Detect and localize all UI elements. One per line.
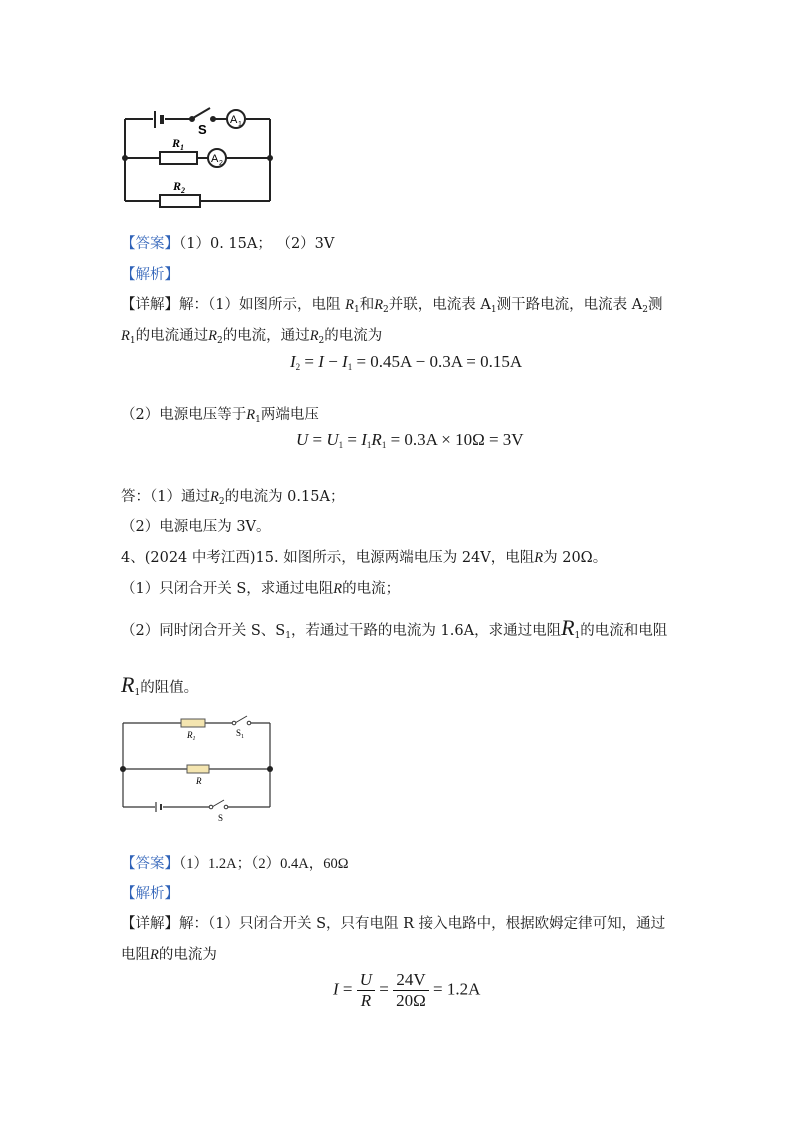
answer-tag: 【答案】 bbox=[121, 856, 179, 872]
svg-text:A: A bbox=[230, 114, 238, 126]
battery-symbol bbox=[156, 802, 161, 812]
switch-s1-symbol bbox=[232, 716, 251, 725]
detail-tag: 【详解】 bbox=[121, 297, 179, 313]
svg-text:A: A bbox=[211, 153, 219, 165]
analysis-tag: 【解析】 bbox=[121, 886, 179, 902]
svg-text:1: 1 bbox=[238, 121, 242, 128]
s-label: S bbox=[218, 813, 224, 823]
conclusion-line-2: （2）电源电压为 3V。 bbox=[121, 519, 271, 535]
detail-line-2: 电阻R的电流为 bbox=[121, 947, 217, 963]
resistor-r1-symbol bbox=[160, 152, 197, 164]
problem-4-q2-line2: $R_1$的阻值。 bbox=[121, 672, 199, 698]
answer-text: （1）0. 15A； （2）3V bbox=[179, 236, 335, 252]
resistor-r-symbol bbox=[187, 765, 209, 773]
r1-label: $R_1$ bbox=[187, 730, 196, 742]
problem-4-q2: （2）同时闭合开关 S、$S_1$，若通过干路的电流为 1.6A，求通过电阻$R_1$的电流和电阻 bbox=[121, 615, 668, 641]
r-label: R bbox=[196, 776, 202, 786]
detail-tag: 【详解】 bbox=[121, 916, 179, 932]
equation-3: I = $\frac{U}{R}$ = $\frac{24V}{20\Omega}$ = 1.2A bbox=[333, 970, 481, 1010]
answer-line-2 bbox=[121, 852, 348, 873]
detail-line-2: $R_1$的电流通过$R_2$的电流，通过$R_2$的电流为 bbox=[121, 328, 383, 346]
part2-line: （2）电源电压等于$R_1$两端电压 bbox=[121, 407, 319, 425]
conclusion-line-1: 答：（1）通过$R_2$的电流为 0.15A； bbox=[121, 489, 345, 507]
ammeter-a2-symbol bbox=[208, 149, 226, 167]
switch-s-symbol bbox=[209, 800, 228, 809]
resistor-r2-symbol bbox=[160, 195, 200, 207]
r1-label: $R_1$ bbox=[172, 136, 185, 152]
problem-4-heading: 4、(2024 中考江西)15. 如图所示，电源两端电压为 24V，电阻R为 20Ω。 bbox=[121, 550, 608, 566]
battery-symbol bbox=[155, 111, 162, 128]
svg-text:2: 2 bbox=[219, 160, 223, 167]
detail-line: 【详解】解：（1）只闭合开关 S，只有电阻 R 接入电路中，根据欧姆定律可知，通过 bbox=[121, 916, 666, 932]
analysis-tag: 【解析】 bbox=[121, 267, 179, 283]
equation-2: $U = U_1 = I_1R_1 = 0.3A \times 10\Omega = 3V$ bbox=[296, 430, 524, 450]
answer-line-1 bbox=[121, 232, 334, 253]
resistor-r1-symbol bbox=[181, 719, 205, 727]
detail-line-1: 【详解】解：（1）如图所示，电阻 $R_1$和$R_2$并联，电流表 $A_1$测干路电流，电流表 $A_2$测 bbox=[121, 297, 663, 315]
problem-4-q1: （1）只闭合开关 S，求通过电阻R的电流； bbox=[121, 581, 401, 597]
answer-text: （1）1.2A；（2）0.4A，60Ω bbox=[179, 856, 349, 872]
equation-1: $I_2 = I - I_1 = 0.45A - 0.3A = 0.15A$ bbox=[290, 352, 523, 372]
circuit-diagram-2 bbox=[115, 710, 280, 825]
switch-s-symbol bbox=[190, 108, 215, 121]
ammeter-a1-symbol bbox=[227, 110, 245, 128]
r2-label: $R_2$ bbox=[173, 179, 186, 195]
answer-tag: 【答案】 bbox=[121, 236, 179, 252]
circuit-diagram-1 bbox=[115, 98, 285, 216]
switch-s-label: S bbox=[198, 122, 207, 137]
s1-label: $S_1$ bbox=[236, 728, 245, 740]
